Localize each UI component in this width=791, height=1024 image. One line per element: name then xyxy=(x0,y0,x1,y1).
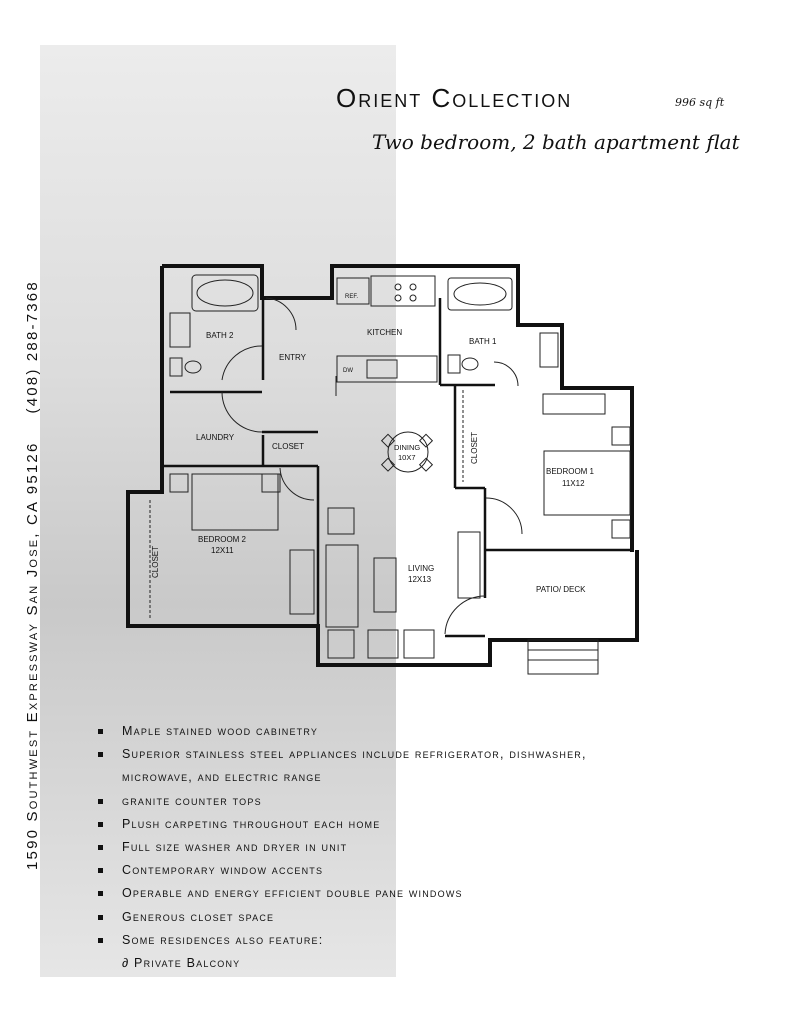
bullet-icon xyxy=(98,799,103,804)
label-laundry: LAUNDRY xyxy=(196,433,235,442)
label-bedroom1-size: 11X12 xyxy=(562,479,585,488)
label-closet-bed2: CLOSET xyxy=(151,545,160,578)
bullet-icon xyxy=(98,752,103,757)
label-patio: PATIO/ DECK xyxy=(536,585,586,594)
label-dining-size: 10X7 xyxy=(398,453,416,462)
label-bath1: BATH 1 xyxy=(469,337,497,346)
feature-list xyxy=(98,720,587,975)
bullet-icon xyxy=(98,915,103,920)
label-bedroom2-size: 12X11 xyxy=(211,546,234,555)
bullet-icon xyxy=(98,891,103,896)
phone-number: (408) 288-7368 xyxy=(24,280,41,414)
label-closet-hall: CLOSET xyxy=(272,442,305,451)
label-bedroom2: BEDROOM 2 xyxy=(198,535,247,544)
square-footage: 996 sq ft xyxy=(675,96,725,109)
list-item: Some residences also feature: xyxy=(98,929,587,952)
address-block xyxy=(24,280,41,870)
bullet-icon xyxy=(98,729,103,734)
bullet-icon xyxy=(98,845,103,850)
list-item: Operable and energy efficient double pane windows xyxy=(98,882,587,905)
list-item: Contemporary window accents xyxy=(98,859,587,882)
label-ref: REF. xyxy=(345,294,359,300)
bullet-icon xyxy=(98,868,103,873)
list-item-subfeature: ∂ Private Balcony xyxy=(122,955,241,970)
page-subtitle: Two bedroom, 2 bath apartment flat xyxy=(372,130,740,154)
list-item: Superior stainless steel appliances include refrigerator, dishwasher, xyxy=(98,743,587,766)
list-item: Full size washer and dryer in unit xyxy=(98,836,587,859)
floor-plan xyxy=(125,262,645,682)
street-address: 1590 Southwest Expressway San Jose, CA 95126 xyxy=(24,441,41,870)
list-item: Generous closet space xyxy=(98,906,587,929)
label-living: LIVING xyxy=(408,564,435,573)
label-bath2: BATH 2 xyxy=(206,331,234,340)
list-item-continuation: microwave, and electric range xyxy=(122,770,322,785)
list-item: Maple stained wood cabinetry xyxy=(98,720,587,743)
label-kitchen: KITCHEN xyxy=(367,328,403,337)
label-bedroom1: BEDROOM 1 xyxy=(546,467,595,476)
label-living-size: 12X13 xyxy=(408,575,432,584)
label-dw: DW xyxy=(343,368,353,374)
bullet-icon xyxy=(98,938,103,943)
label-closet-bed1: CLOSET xyxy=(470,431,479,464)
bullet-icon xyxy=(98,822,103,827)
label-dining: DINING xyxy=(394,443,421,452)
list-item: Plush carpeting throughout each home xyxy=(98,813,587,836)
list-item: granite counter tops xyxy=(98,790,587,813)
page-title: Orient Collection xyxy=(336,83,573,113)
label-entry: ENTRY xyxy=(279,353,306,362)
